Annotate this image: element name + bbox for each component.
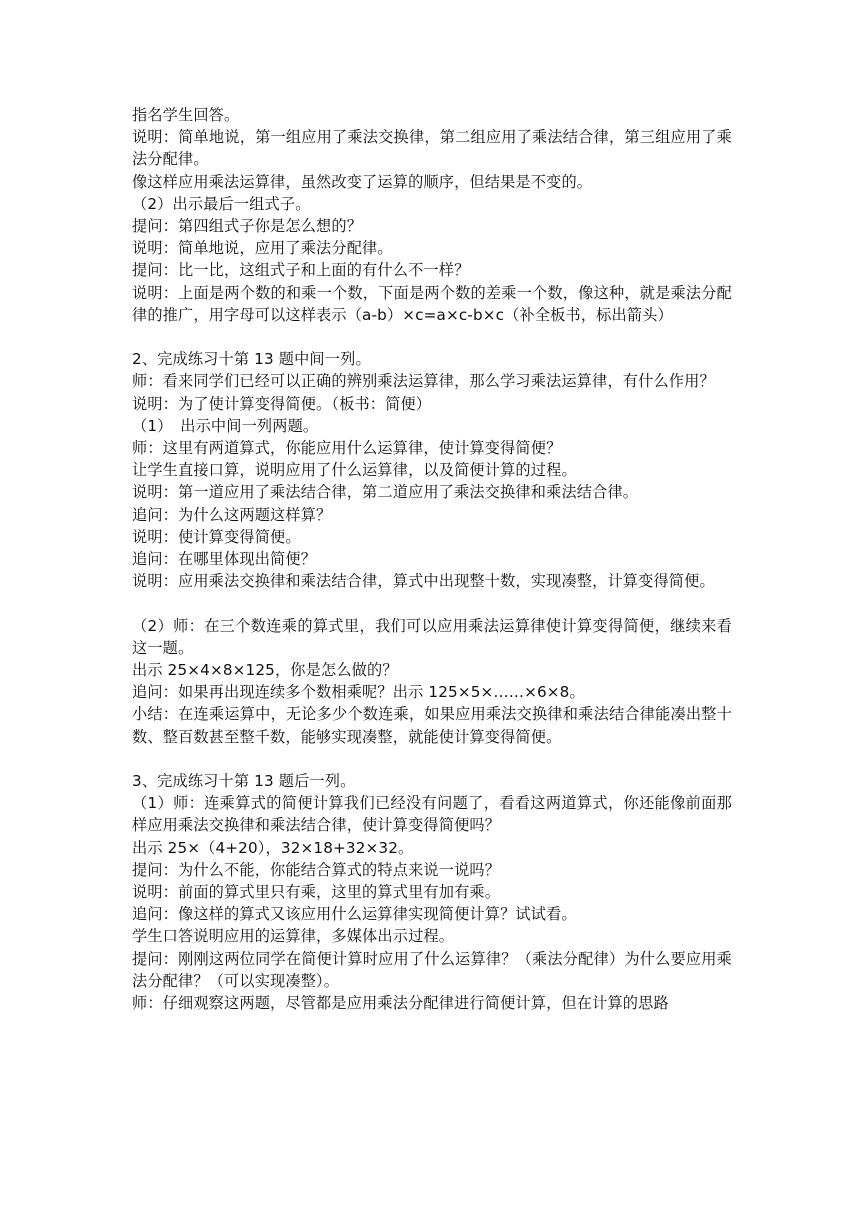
- paragraph: 说明：为了使计算变得简便。（板书：简便）: [132, 394, 432, 413]
- paragraph: （2）师：在三个数连乘的算式里，我们可以应用乘法运算律使计算变得简便，继续来看这一题。: [132, 616, 732, 657]
- section-heading: 3、完成练习十第 13 题后一列。: [132, 772, 356, 791]
- paragraph: 说明：使计算变得简便。: [132, 527, 301, 546]
- paragraph: 追问：为什么这两题这样算？: [132, 505, 332, 524]
- paragraph: 指名学生回答。: [132, 106, 240, 124]
- paragraph: （1） 出示中间一列两题。: [132, 416, 319, 435]
- paragraph: （1）师：连乘算式的简便计算我们已经没有问题了，看看这两道算式，你还能像前面那样应用乘法交换律和乘法结合律，使计算变得简便吗？: [132, 794, 732, 835]
- paragraph: 师：看来同学们已经可以正确的辨别乘法运算律，那么学习乘法运算律，有什么作用？: [132, 372, 715, 391]
- paragraph: 说明：简单地说，应用了乘法分配律。: [132, 239, 393, 258]
- paragraph: 学生口答说明应用的运算律，多媒体出示过程。: [132, 927, 455, 946]
- paragraph: 说明：应用乘法交换律和乘法结合律，算式中出现整十数，实现凑整，计算变得简便。: [132, 572, 715, 591]
- paragraph: 追问：如果再出现连续多个数相乘呢？出示 125×5×……×6×8。: [132, 683, 585, 702]
- paragraph: 追问：在哪里体现出简便？: [132, 550, 317, 569]
- paragraph: 追问：像这样的算式又该应用什么运算律实现简便计算？试试看。: [132, 905, 577, 924]
- paragraph: 提问：第四组式子你是怎么想的？: [132, 217, 363, 236]
- paragraph: 提问：比一比，这组式子和上面的有什么不一样？: [132, 261, 470, 280]
- blank-line: [132, 592, 732, 614]
- paragraph: 师：这里有两道算式，你能应用什么运算律，使计算变得简便？: [132, 439, 562, 458]
- paragraph: 说明：第一道应用了乘法结合律，第二道应用了乘法交换律和乘法结合律。: [132, 483, 639, 502]
- section-heading: 2、完成练习十第 13 题中间一列。: [132, 350, 371, 369]
- paragraph: 说明：前面的算式里只有乘，这里的算式里有加有乘。: [132, 883, 501, 902]
- paragraph: 提问：为什么不能，你能结合算式的特点来说一说吗？: [132, 860, 501, 879]
- paragraph: 小结：在连乘运算中，无论多少个数连乘，如果应用乘法交换律和乘法结合律能凑出整十数、整百数甚至整千数，能够实现凑整，就能使计算变得简便。: [132, 705, 732, 746]
- paragraph: （2）出示最后一组式子。: [132, 194, 311, 213]
- paragraph: 师：仔细观察这两题，尽管都是应用乘法分配律进行简便计算，但在计算的思路: [132, 994, 669, 1013]
- paragraph: 让学生直接口算，说明应用了什么运算律，以及简便计算的过程。: [132, 461, 577, 480]
- blank-line: [132, 326, 732, 348]
- paragraph: 像这样应用乘法运算律，虽然改变了运算的顺序，但结果是不变的。: [132, 172, 593, 191]
- paragraph: 提问：刚刚这两位同学在简便计算时应用了什么运算律？（乘法分配律）为什么要应用乘法分配律？（可以实现凑整）。: [132, 949, 732, 990]
- blank-line: [132, 748, 732, 770]
- document-body: [132, 104, 732, 1014]
- paragraph: 说明：上面是两个数的和乘一个数，下面是两个数的差乘一个数，像这种，就是乘法分配律的推广，用字母可以这样表示（a-b）×c=a×c-b×c（补全板书，标出箭头）: [132, 283, 732, 324]
- paragraph: 出示 25×（4+20），32×18+32×32。: [132, 838, 414, 857]
- paragraph: 说明：简单地说，第一组应用了乘法交换律，第二组应用了乘法结合律，第三组应用了乘法分配律。: [132, 128, 732, 169]
- paragraph: 出示 25×4×8×125，你是怎么做的？: [132, 661, 398, 680]
